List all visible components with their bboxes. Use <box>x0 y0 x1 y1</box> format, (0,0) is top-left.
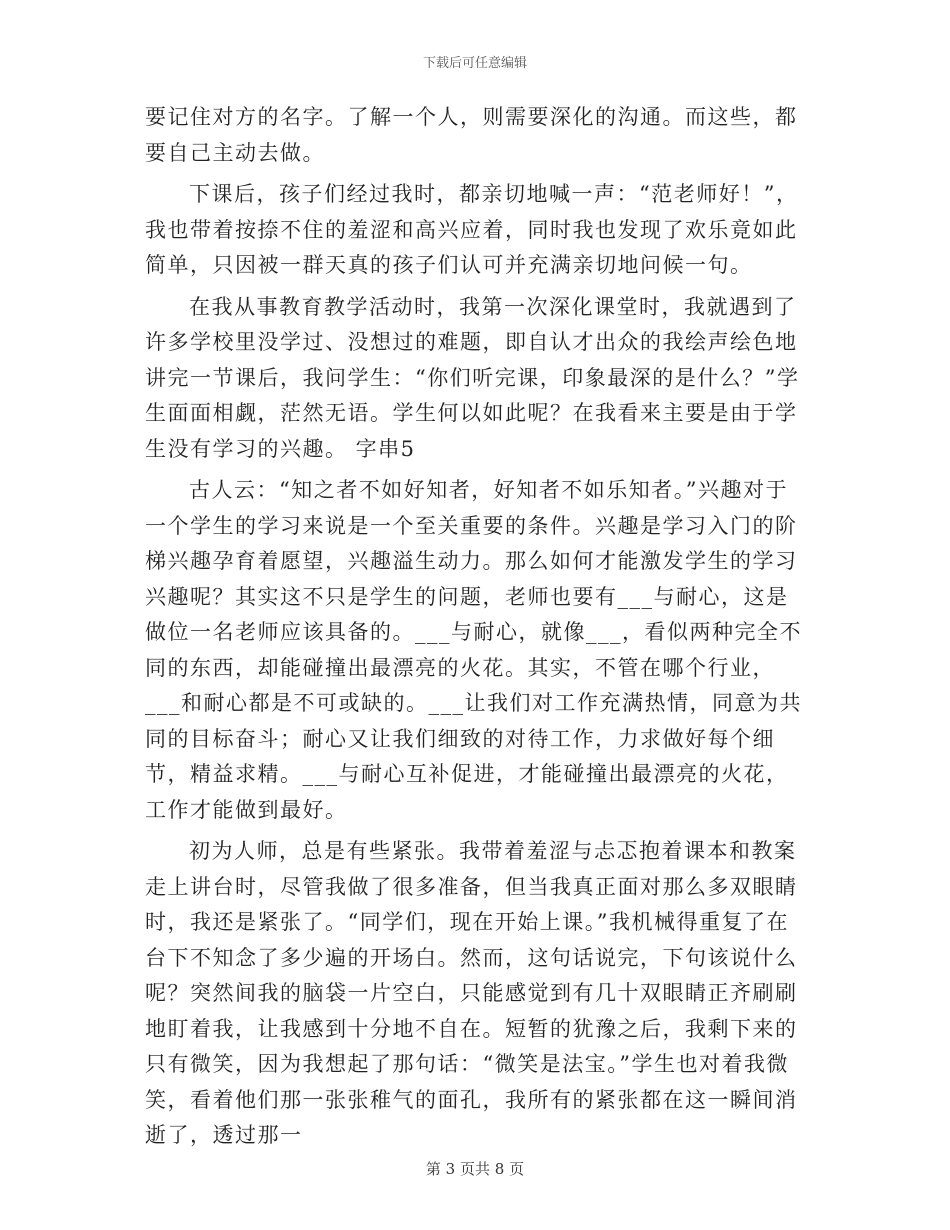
paragraph-5: 初为人师，总是有些紧张。我带着羞涩与忐忑抱着课本和教案走上讲台时，尽管我做了很多准备，但当我真正面对那么多双眼睛时，我还是紧张了。“同学们，现在开始上课。”我机械得重复了在台下不知念了多少遍的开场白。然而，这句话说完，下句该说什么呢？突然间我的脑袋一片空白，只能感觉到有几十双眼睛正齐刷刷地盯着我，让我感到十分地不自在。短暂的犹豫之后，我剩下来的只有微笑，因为我想起了那句话：“微笑是法宝。”学生也对着我微笑，看着他们那一张张稚气的面孔，我所有的紧张都在这一瞬间消逝了，透过那一 <box>145 839 798 1147</box>
page-footer: 第 3 页共 8 页 <box>425 1160 525 1178</box>
paragraph-1: 要记住对方的名字。了解一个人，则需要深化的沟通。而这些，都要自己主动去做。 <box>145 105 798 165</box>
paragraph-3: 在我从事教育教学活动时，我第一次深化课堂时，我就遇到了许多学校里没学过、没想过的难题，即自认才出众的我绘声绘色地讲完一节课后，我问学生：“你们听完课，印象最深的是什么？”学生面面相觑，茫然无语。学生何以如此呢？在我看来主要是由于学生没有学习的兴趣。 字串5 <box>145 294 800 461</box>
paragraph-4: 古人云：“知之者不如好知者，好知者不如乐知者。”兴趣对于一个学生的学习来说是一个至关重要的条件。兴趣是学习入门的阶梯兴趣孕育着愿望，兴趣溢生动力。那么如何才能激发学生的学习兴趣呢？其实这不只是学生的问题，老师也要有___与耐心，这是做位一名老师应该具备的。___与耐心，就像___，看似两种完全不同的东西，却能碰撞出最漂亮的火花。其实，不管在哪个行业，___和耐心都是不可或缺的。___让我们对工作充满热情，同意为共同的目标奋斗；耐心又让我们细致的对待工作，力求做好每个细节，精益求精。___与耐心互补促进，才能碰撞出最漂亮的火花，工作才能做到最好。 <box>145 478 802 822</box>
paragraph-2: 下课后，孩子们经过我时，都亲切地喊一声：“范老师好！”，我也带着按捺不住的羞涩和高兴应着，同时我也发现了欢乐竟如此简单，只因被一群天真的孩子们认可并充满亲切地问候一句。 <box>145 182 799 277</box>
document-body <box>145 100 805 1160</box>
page-header: 下载后可任意编辑 <box>422 56 527 71</box>
